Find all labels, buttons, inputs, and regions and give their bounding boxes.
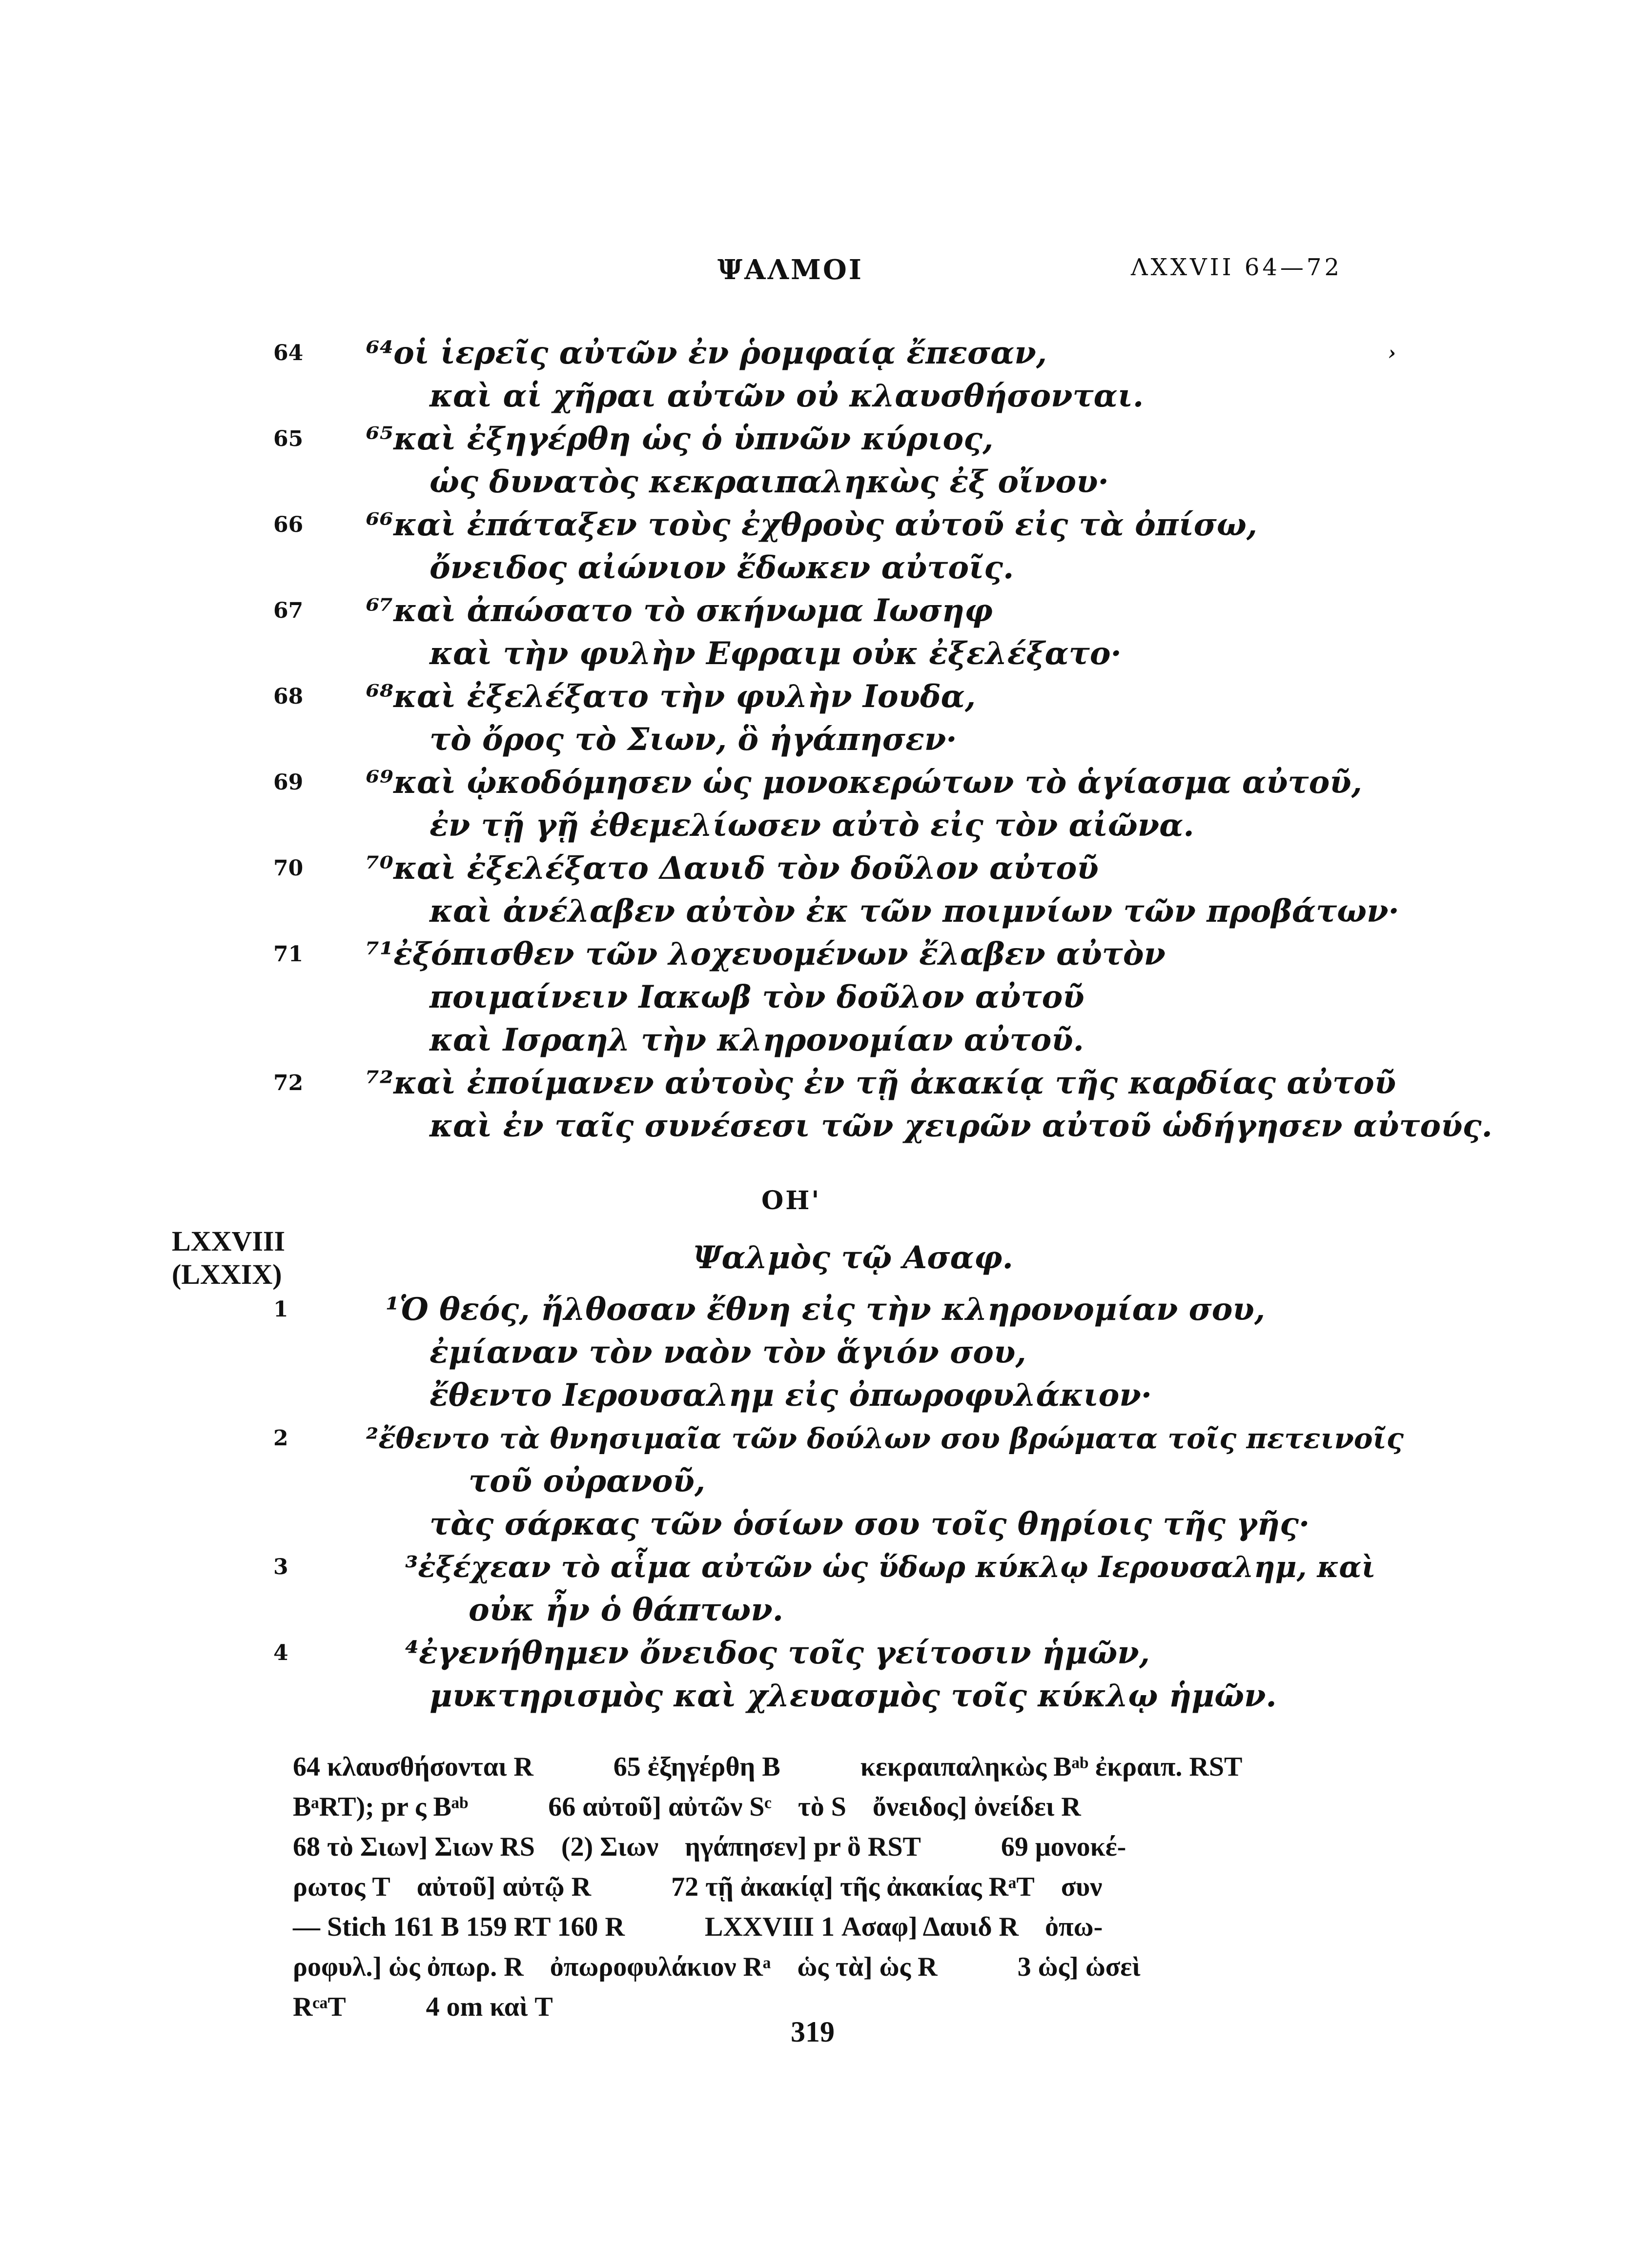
verse-number: 2: [273, 1426, 288, 1451]
side-number-alt: (LXXIX): [172, 1258, 282, 1290]
verse-line: ⁶⁶καὶ ἐπάταξεν τοὺς ἐχθροὺς αὐτοῦ εἰς τὰ ὀπίσω,: [366, 506, 1258, 543]
verse-3: [273, 1546, 1396, 1632]
verse-71: [273, 933, 1396, 1062]
verse-line: ⁶⁴οἱ ἱερεῖς αὐτῶν ἐν ῥομφαίᾳ ἔπεσαν,: [366, 335, 1047, 371]
verse-line: ²ἔθεντο τὰ θνησιμαῖα τῶν δούλων σου βρώματα τοῖς πετεινοῖς: [366, 1422, 1404, 1455]
apparatus-note: ὡς τὰ] ὡς R: [797, 1952, 938, 1982]
verse-number: 65: [273, 426, 304, 451]
verse-line: ¹Ὁ θεός, ἤλθοσαν ἔθνη εἰς τὴν κληρονομίαν σου,: [386, 1291, 1266, 1328]
verse-68: [273, 675, 1396, 761]
verse-line: καὶ ἀνέλαβεν αὐτὸν ἐκ τῶν ποιμνίων τῶν προβάτων·: [430, 893, 1399, 930]
verse-2: [273, 1417, 1404, 1546]
apparatus-note: ηγάπησεν] pr ὃ RST: [685, 1832, 921, 1862]
verse-67: [273, 589, 1396, 675]
verse-line: ⁶⁹καὶ ᾠκοδόμησεν ὡς μονοκερώτων τὸ ἁγίασμα αὐτοῦ,: [366, 764, 1362, 801]
apparatus-row: [293, 1987, 1386, 2027]
apparatus-note: LXXVIII 1 Ασαφ] Δαυιδ R: [704, 1912, 1019, 1942]
running-head-title: ΨΑΛΜΟΙ: [717, 254, 863, 286]
verse-line: ³ἐξέχεαν τὸ αἷμα αὐτῶν ὡς ὕδωρ κύκλῳ Ιερουσαλημ, καὶ: [405, 1550, 1376, 1584]
verse-69: [273, 761, 1396, 847]
page-number: 319: [791, 2016, 835, 2048]
side-number-hebrew: LXXVIII: [172, 1225, 286, 1257]
apparatus-note: ροφυλ.] ὡς ὀπωρ. R: [293, 1952, 524, 1982]
verse-line: ἔθεντο Ιερουσαλημ εἰς ὀπωροφυλάκιον·: [430, 1377, 1152, 1414]
psalm77-verses: [273, 332, 1493, 1148]
verse-number: 67: [273, 598, 304, 623]
apparatus-note: 69 μονοκέ-: [1001, 1832, 1126, 1862]
apparatus-row: [293, 1747, 1386, 1787]
verse-line: τοῦ οὐρανοῦ,: [469, 1463, 706, 1499]
psalm-heading: Ψαλμὸς τῷ Ασαφ.: [693, 1239, 1013, 1276]
verse-line: ὄνειδος αἰώνιον ἔδωκεν αὐτοῖς.: [430, 549, 1014, 586]
verse-number: 70: [273, 856, 304, 881]
verse-number: 69: [273, 770, 304, 795]
verse-line: καὶ τὴν φυλὴν Εφραιμ οὐκ ἐξελέξατο·: [430, 635, 1122, 672]
apparatus-note: αὐτοῦ] αὐτῷ R: [416, 1872, 592, 1902]
verse-line: ποιμαίνειν Ιακωβ τὸν δοῦλον αὐτοῦ: [430, 979, 1085, 1015]
verse-number: 72: [273, 1071, 304, 1095]
apparatus-note: ὄνειδος] ὀνείδει R: [872, 1792, 1081, 1822]
verse-number: 1: [273, 1297, 288, 1322]
verse-70: [273, 847, 1399, 933]
apparatus-note: 72 τῇ ἀκακίᾳ] τῆς ἀκακίας RᵃT: [671, 1872, 1035, 1902]
verse-4: [273, 1632, 1396, 1718]
verse-line: τὰς σάρκας τῶν ὁσίων σου τοῖς θηρίοις τῆς γῆς·: [430, 1506, 1310, 1542]
verse-line: ⁷²καὶ ἐποίμανεν αὐτοὺς ἐν τῇ ἀκακίᾳ τῆς καρδίας αὐτοῦ: [366, 1065, 1396, 1101]
verse-line: ⁷⁰καὶ ἐξελέξατο Δαυιδ τὸν δοῦλον αὐτοῦ: [366, 850, 1099, 887]
apparatus-note: (2) Σιων: [561, 1832, 659, 1862]
apparatus-note: ὀπωροφυλάκιον Rᵃ: [550, 1952, 771, 1982]
apparatus-note: 4 om καὶ T: [426, 1992, 553, 2022]
verse-number: 66: [273, 512, 304, 537]
margin-mark: ›: [1388, 342, 1396, 364]
verse-1: [273, 1288, 1396, 1417]
apparatus-note: 3 ὡς] ὡσεὶ: [1017, 1952, 1141, 1982]
critical-apparatus: [293, 1747, 1386, 2027]
apparatus-row: [293, 1907, 1386, 1947]
verse-line: τὸ ὄρος τὸ Σιων, ὃ ἠγάπησεν·: [430, 721, 957, 758]
verse-line: ⁶⁷καὶ ἀπώσατο τὸ σκήνωμα Ιωσηφ: [366, 592, 993, 629]
verse-number: 68: [273, 684, 304, 709]
apparatus-note: 65 ἐξηγέρθη Β: [613, 1752, 780, 1782]
verse-line: ὡς δυνατὸς κεκραιπαληκὼς ἐξ οἴνου·: [430, 464, 1109, 500]
apparatus-note: BᵃRT); pr ς Bᵃᵇ: [293, 1792, 469, 1822]
verse-64: [273, 332, 1396, 418]
running-head-range: ΛΧΧVII 64—72: [1130, 254, 1342, 281]
verse-line: μυκτηρισμὸς καὶ χλευασμὸς τοῖς κύκλῳ ἡμῶν.: [430, 1678, 1277, 1714]
verse-66: [273, 504, 1396, 589]
verse-65: [273, 418, 1396, 504]
verse-line: ⁶⁵καὶ ἐξηγέρθη ὡς ὁ ὑπνῶν κύριος,: [366, 421, 994, 457]
apparatus-note: τὸ S: [798, 1792, 846, 1822]
psalm-side-number: [172, 1225, 285, 1291]
verse-line: ἐν τῇ γῇ ἐθεμελίωσεν αὐτὸ εἰς τὸν αἰῶνα.: [430, 807, 1194, 844]
psalm78-verses: [273, 1288, 1404, 1718]
apparatus-note: — Stich 161 B 159 RT 160 R: [293, 1912, 625, 1942]
apparatus-note: ὀπω-: [1044, 1912, 1103, 1942]
verse-line: καὶ Ισραηλ τὴν κληρονομίαν αὐτοῦ.: [430, 1022, 1084, 1058]
verse-line: καὶ αἱ χῆραι αὐτῶν οὐ κλαυσθήσονται.: [430, 378, 1144, 414]
apparatus-note: RᶜᵃT: [293, 1992, 346, 2022]
verse-line: ⁷¹ἐξόπισθεν τῶν λοχευομένων ἔλαβεν αὐτὸν: [366, 936, 1166, 972]
verse-number: 71: [273, 942, 304, 967]
running-head: [293, 254, 1342, 288]
psalm-number: ΟΗ': [761, 1186, 821, 1215]
verse-line: ἐμίαναν τὸν ναὸν τὸν ἅγιόν σου,: [430, 1334, 1026, 1371]
verse-number: 4: [273, 1640, 288, 1665]
apparatus-note: ρωτος T: [293, 1872, 390, 1902]
verse-line: καὶ ἐν ταῖς συνέσεσι τῶν χειρῶν αὐτοῦ ὡδήγησεν αὐτούς.: [430, 1108, 1493, 1144]
verse-72: [273, 1062, 1493, 1148]
verse-line: ⁶⁸καὶ ἐξελέξατο τὴν φυλὴν Ιουδα,: [366, 678, 976, 715]
verse-number: 3: [273, 1555, 288, 1580]
apparatus-note: συν: [1061, 1872, 1103, 1902]
apparatus-note: κεκραιπαληκὼς Bᵃᵇ ἐκραιπ. RST: [860, 1752, 1243, 1782]
apparatus-row: [293, 1867, 1386, 1907]
apparatus-note: 64 κλαυσθήσονται R: [293, 1752, 533, 1782]
verse-number: 64: [273, 341, 304, 365]
verse-line: οὐκ ἦν ὁ θάπτων.: [469, 1592, 783, 1628]
apparatus-note: 66 αὐτοῦ] αὐτῶν Sᶜ: [548, 1792, 772, 1822]
apparatus-note: 68 τὸ Σιων] Σιων RS: [293, 1832, 535, 1862]
apparatus-row: [293, 1787, 1386, 1827]
apparatus-row: [293, 1827, 1386, 1867]
apparatus-row: [293, 1947, 1386, 1987]
verse-line: ⁴ἐγενήθημεν ὄνειδος τοῖς γείτοσιν ἡμῶν,: [405, 1635, 1150, 1671]
